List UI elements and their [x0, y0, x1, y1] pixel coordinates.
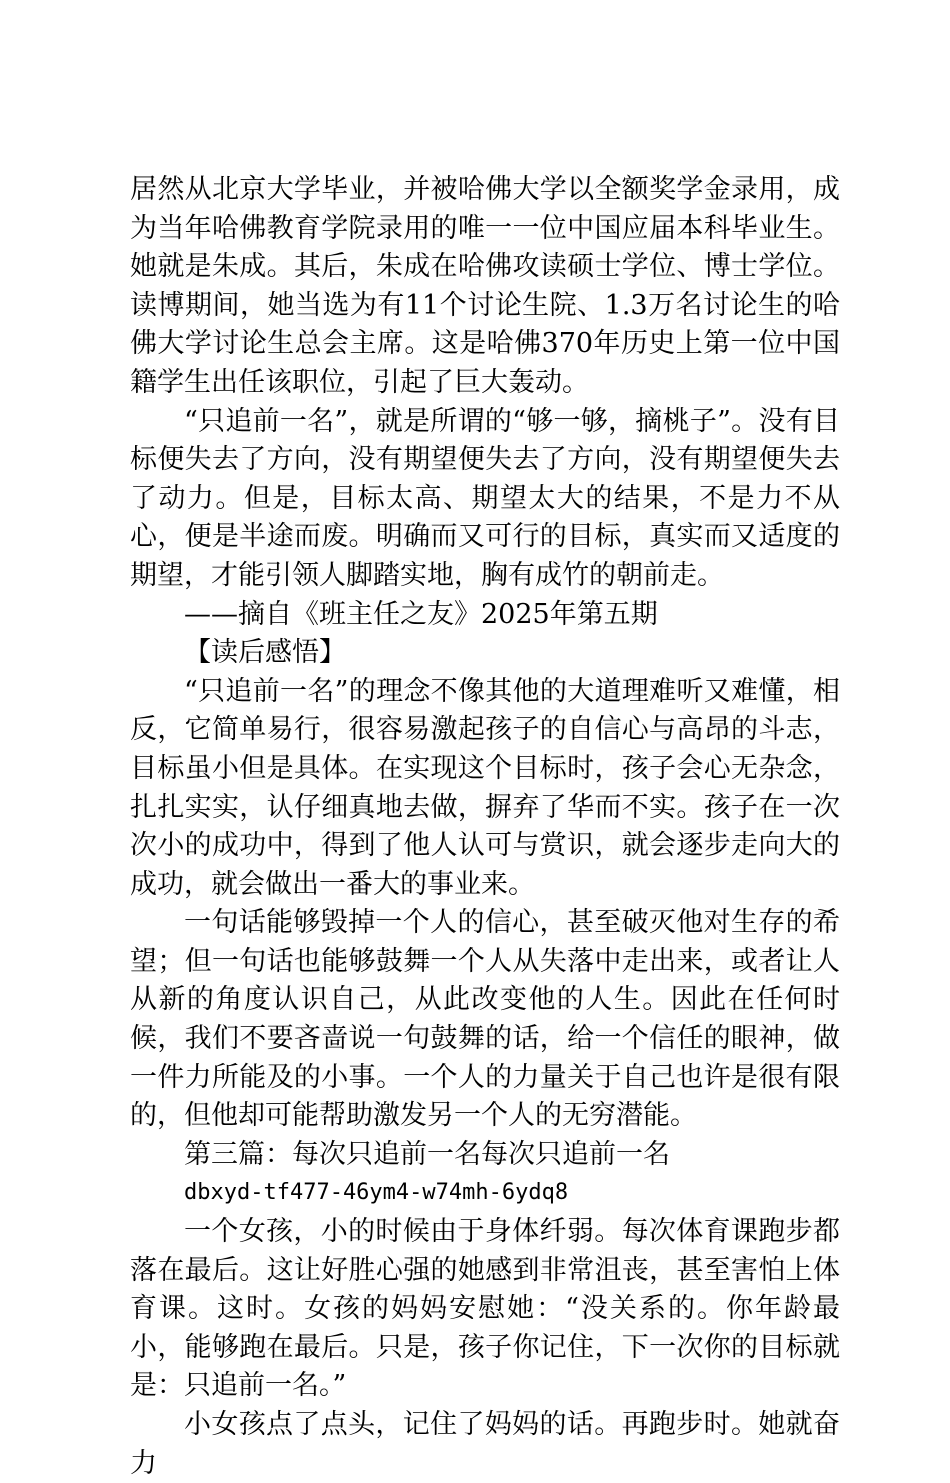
- paragraph-reflection-1: “只追前一名”的理念不像其他的大道理难听又难懂，相反，它简单易行，很容易激起孩子的自信心与高昂的斗志，目标虽小但是具体。在实现这个目标时，孩子会心无杂念，扎扎实实，认仔细真地去做，摒弃了华而不实。孩子在一次次小的成功中，得到了他人认可与赏识，就会逐步走向大的成功，就会做出一番大的事业来。: [130, 675, 840, 900]
- paragraph-story-1: 一个女孩，小的时候由于身体纤弱。每次体育课跑步都落在最后。这让好胜心强的她感到非常沮丧，甚至害怕上体育课。这时。女孩的妈妈安慰她：“没关系的。你年龄最小，能够跑在最后。只是，孩子你记住，下一次你的目标就是：只追前一名。”: [130, 1216, 840, 1402]
- paragraph-reflection-2: 一句话能够毁掉一个人的信心，甚至破灭他对生存的希望；但一句话也能够鼓舞一个人从失落中走出来，或者让人从新的角度认识自己，从此改变他的人生。因此在任何时候，我们不要吝啬说一句鼓舞的话，给一个信任的眼神，做一件力所能及的小事。一个人的力量关于自己也许是很有限的，但他却可能帮助激发另一个人的无穷潜能。: [130, 907, 840, 1132]
- source-citation: ——摘自《班主任之友》2025年第五期: [184, 598, 658, 630]
- section-heading-reflection: 【读后感悟】: [184, 637, 346, 669]
- paragraph-goal-explanation: “只追前一名”，就是所谓的“够一够，摘桃子”。没有目标便失去了方向，没有期望便失去了方向，没有期望便失去了动力。但是，目标太高、期望太大的结果，不是力不从心，便是半途而废。明确而又可行的目标，真实而又适度的期望，才能引领人脚踏实地，胸有成竹的朝前走。: [130, 405, 840, 591]
- paragraph-continuation: 居然从北京大学毕业，并被哈佛大学以全额奖学金录用，成为当年哈佛教育学院录用的唯一一位中国应届本科毕业生。她就是朱成。其后，朱成在哈佛攻读硕士学位、博士学位。读博期间，她当选为有11个讨论生院、1.3万名讨论生的哈佛大学讨论生总会主席。这是哈佛370年历史上第一位中国籍学生出任该职位，引起了巨大轰动。: [130, 174, 840, 398]
- paragraph-story-2: 小女孩点了点头，记住了妈妈的话。再跑步时。她就奋力: [130, 1409, 840, 1479]
- document-code: dbxyd-tf477-46ym4-w74mh-6ydq8: [184, 1180, 569, 1206]
- document-body: [130, 171, 840, 1483]
- section-title-part-three: 第三篇：每次只追前一名每次只追前一名: [184, 1138, 670, 1170]
